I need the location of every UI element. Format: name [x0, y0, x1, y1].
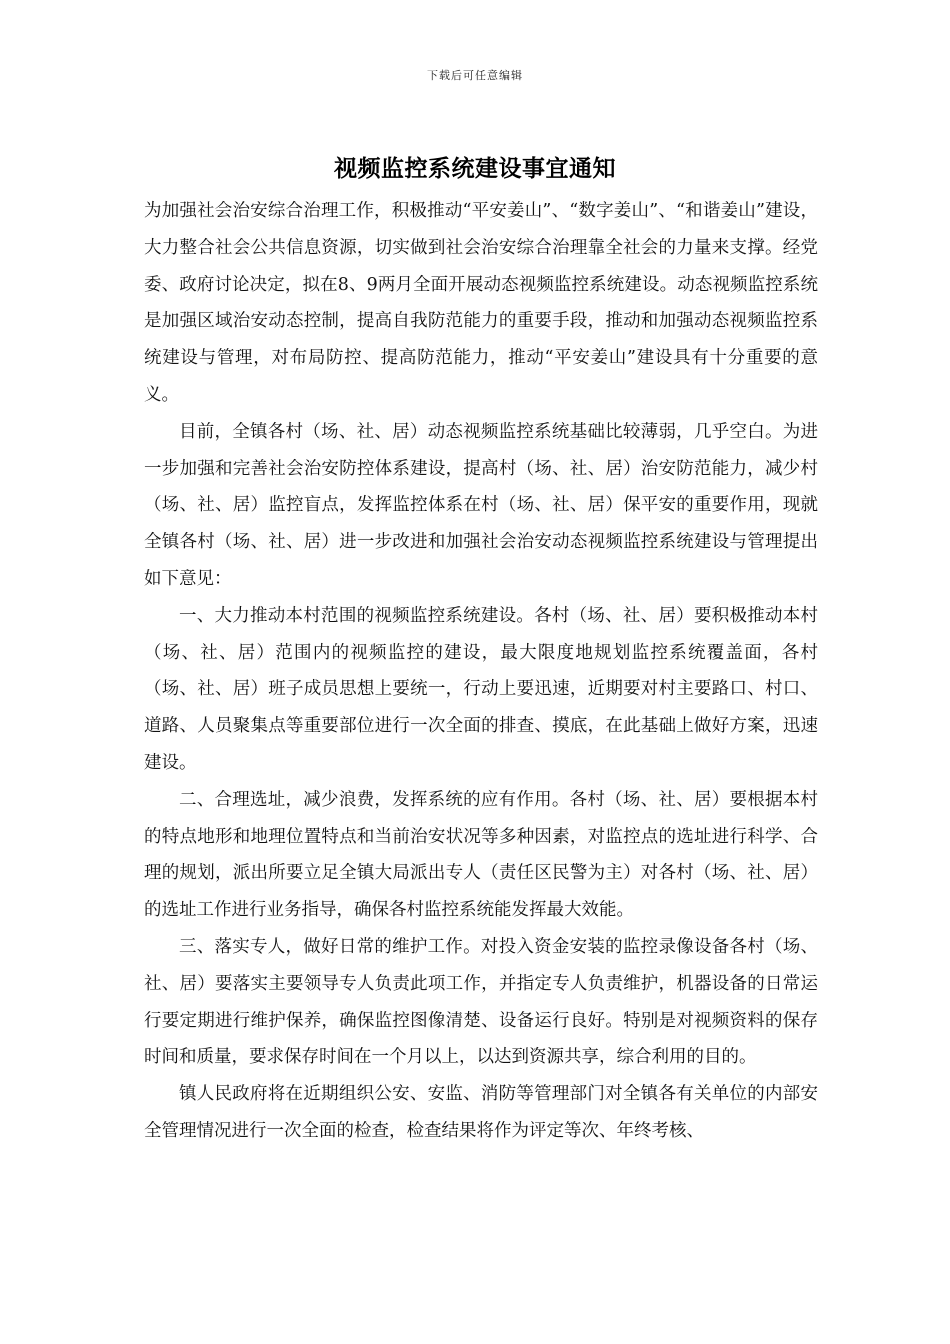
header-note: 下载后可任意编辑 — [427, 69, 523, 82]
document-body — [144, 193, 818, 1150]
paragraph-point-three: 三、落实专人，做好日常的维护工作。对投入资金安装的监控录像设备各村（场、社、居）要落实主要领导专人负责此项工作，并指定专人负责维护，机器设备的日常运行要定期进行维护保养，确保监控图像清楚、设备运行良好。特别是对视频资料的保存时间和质量，要求保存时间在一个月以上，以达到资源共享，综合利用的目的。 — [144, 936, 818, 1068]
document-title: 视频监控系统建设事宜通知 — [334, 155, 616, 182]
paragraph-inspection: 镇人民政府将在近期组织公安、安监、消防等管理部门对全镇各有关单位的内部安全管理情况进行一次全面的检查，检查结果将作为评定等次、年终考核、 — [144, 1084, 818, 1141]
paragraph-current-status: 目前，全镇各村（场、社、居）动态视频监控系统基础比较薄弱，几乎空白。为进一步加强和完善社会治安防控体系建设，提高村（场、社、居）治安防范能力，减少村（场、社、居）监控盲点，发挥监控体系在村（场、社、居）保平安的重要作用，现就全镇各村（场、社、居）进一步改进和加强社会治安动态视频监控系统建设与管理提出如下意见： — [144, 421, 818, 589]
paragraph-point-one: 一、大力推动本村范围的视频监控系统建设。各村（场、社、居）要积极推动本村（场、社、居）范围内的视频监控的建设，最大限度地规划监控系统覆盖面，各村（场、社、居）班子成员思想上要统一，行动上要迅速，近期要对村主要路口、村口、道路、人员聚集点等重要部位进行一次全面的排查、摸底，在此基础上做好方案，迅速建设。 — [144, 605, 818, 773]
paragraph-intro: 为加强社会治安综合治理工作，积极推动“平安姜山”、“数字姜山”、“和谐姜山”建设，大力整合社会公共信息资源，切实做到社会治安综合治理靠全社会的力量来支撑。经党委、政府讨论决定，拟在8、9两月全面开展动态视频监控系统建设。动态视频监控系统是加强区域治安动态控制，提高自我防范能力的重要手段，推动和加强动态视频监控系统建设与管理，对布局防控、提高防范能力，推动“平安姜山”建设具有十分重要的意义。 — [144, 201, 818, 405]
paragraph-point-two: 二、合理选址，减少浪费，发挥系统的应有作用。各村（场、社、居）要根据本村的特点地形和地理位置特点和当前治安状况等多种因素，对监控点的选址进行科学、合理的规划，派出所要立足全镇大局派出专人（责任区民警为主）对各村（场、社、居）的选址工作进行业务指导，确保各村监控系统能发挥最大效能。 — [144, 789, 818, 921]
